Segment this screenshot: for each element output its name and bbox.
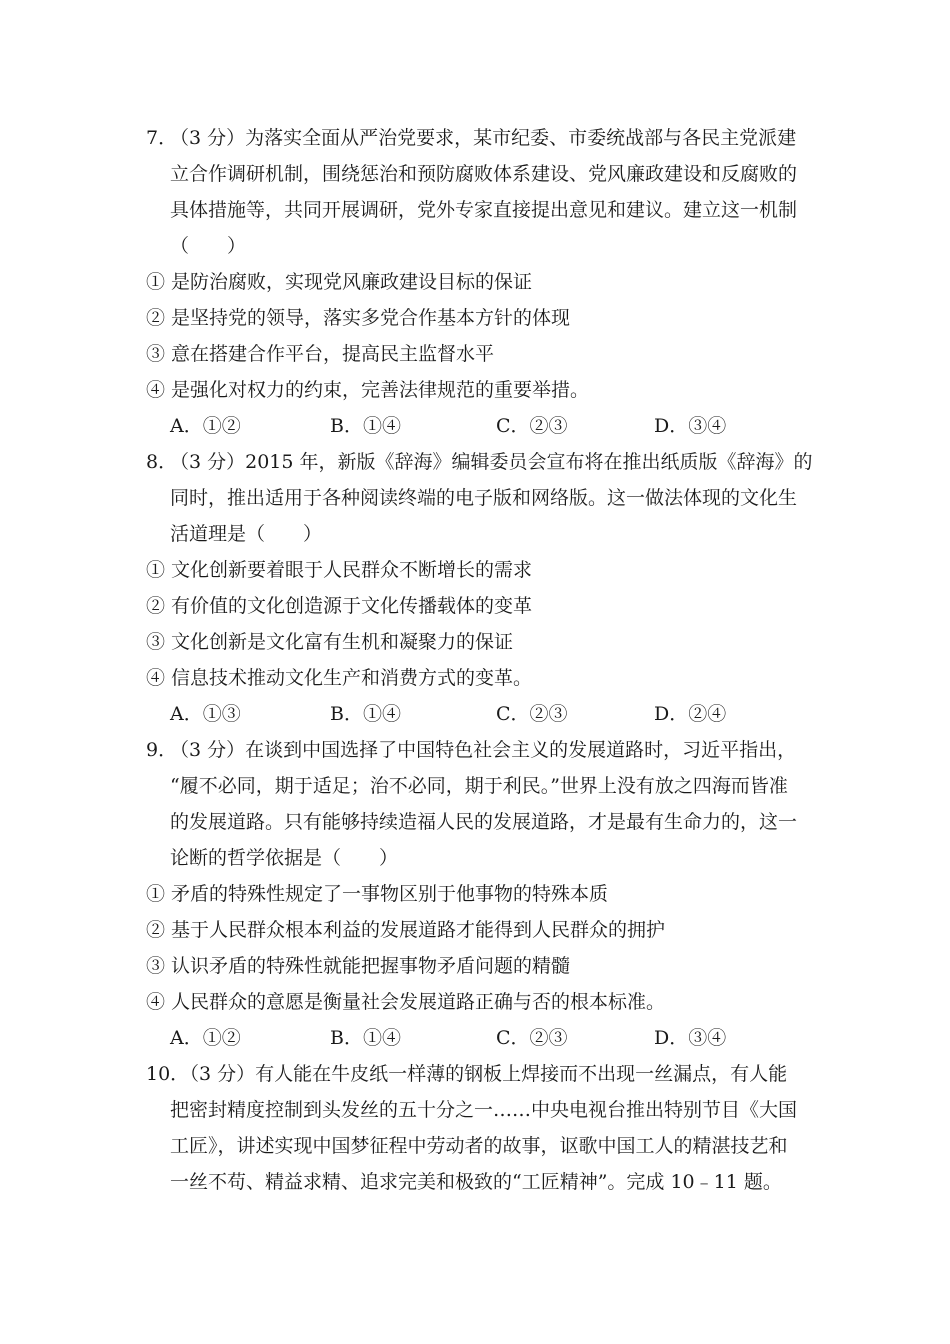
question-7-option-4: ④ 是强化对权力的约束，完善法律规范的重要举措。	[146, 379, 590, 401]
question-9-option-1: ① 矛盾的特殊性规定了一事物区别于他事物的特殊本质	[146, 883, 609, 905]
question-9-option-3: ③ 认识矛盾的特殊性就能把握事物矛盾问题的精髓	[146, 955, 571, 977]
question-8-option-4: ④ 信息技术推动文化生产和消费方式的变革。	[146, 667, 533, 689]
question-7-choice-d: D．③④	[654, 415, 727, 437]
question-9-stem-line-3: 的发展道路。只有能够持续造福人民的发展道路，才是最有生命力的，这一	[170, 811, 798, 833]
question-9-number: 9．	[146, 739, 178, 761]
question-7-option-2: ② 是坚持党的领导，落实多党合作基本方针的体现	[146, 307, 571, 329]
question-7-stem-line-2: 立合作调研机制，围绕惩治和预防腐败体系建设、党风廉政建设和反腐败的	[170, 163, 798, 185]
question-10-stem-line-1: （3 分）有人能在牛皮纸一样薄的钢板上焊接而不出现一丝漏点，有人能	[180, 1063, 788, 1085]
question-7-stem-line-1: （3 分）为落实全面从严治党要求，某市纪委、市委统战部与各民主党派建	[170, 127, 797, 149]
question-8-stem-line-2: 同时，推出适用于各种阅读终端的电子版和网络版。这一做法体现的文化生	[170, 487, 798, 509]
question-9-stem-line-1: （3 分）在谈到中国选择了中国特色社会主义的发展道路时，习近平指出，	[170, 739, 797, 761]
question-9-stem-line-2: “履不必同，期于适足；治不必同，期于利民。”世界上没有放之四海而皆准	[170, 775, 788, 797]
question-9-stem-line-4: 论断的哲学依据是（ ）	[170, 847, 399, 869]
question-8-stem-line-1: （3 分）2015 年，新版《辞海》编辑委员会宣布将在推出纸质版《辞海》的	[170, 451, 813, 473]
question-7-choice-b: B．①④	[330, 415, 401, 437]
question-7-choice-c: C．②③	[496, 415, 568, 437]
question-8-option-1: ① 文化创新要着眼于人民群众不断增长的需求	[146, 559, 533, 581]
question-8-stem-line-3: 活道理是（ ）	[170, 523, 323, 545]
question-8-choice-d: D．②④	[654, 703, 727, 725]
question-8-option-2: ② 有价值的文化创造源于文化传播载体的变革	[146, 595, 533, 617]
question-9-choice-c: C．②③	[496, 1027, 568, 1049]
question-9-choice-d: D．③④	[654, 1027, 727, 1049]
question-8-number: 8．	[146, 451, 178, 473]
question-9-choice-a: A．①②	[170, 1027, 241, 1049]
question-9-choice-b: B．①④	[330, 1027, 401, 1049]
question-7-stem-line-3: 具体措施等，共同开展调研，党外专家直接提出意见和建议。建立这一机制	[170, 199, 798, 221]
question-9-option-2: ② 基于人民群众根本利益的发展道路才能得到人民群众的拥护	[146, 919, 666, 941]
question-8-choice-a: A．①③	[170, 703, 241, 725]
question-7-choice-a: A．①②	[170, 415, 241, 437]
question-10-stem-line-2: 把密封精度控制到头发丝的五十分之一……中央电视台推出特别节目《大国	[170, 1099, 798, 1121]
question-8-choice-c: C．②③	[496, 703, 568, 725]
question-10-number: 10．	[146, 1063, 190, 1085]
question-8-option-3: ③ 文化创新是文化富有生机和凝聚力的保证	[146, 631, 514, 653]
question-7-option-3: ③ 意在搭建合作平台，提高民主监督水平	[146, 343, 495, 365]
question-8-choice-b: B．①④	[330, 703, 401, 725]
question-10-stem-line-4: 一丝不苟、精益求精、追求完美和极致的“工匠精神”。完成 10﹣11 题。	[170, 1171, 782, 1193]
question-10-stem-line-3: 工匠》，讲述实现中国梦征程中劳动者的故事，讴歌中国工人的精湛技艺和	[170, 1135, 788, 1157]
question-7-number: 7．	[146, 127, 178, 149]
question-7-option-1: ① 是防治腐败，实现党风廉政建设目标的保证	[146, 271, 533, 293]
question-9-option-4: ④ 人民群众的意愿是衡量社会发展道路正确与否的根本标准。	[146, 991, 666, 1013]
question-7-stem-line-4: （ ）	[170, 235, 247, 257]
